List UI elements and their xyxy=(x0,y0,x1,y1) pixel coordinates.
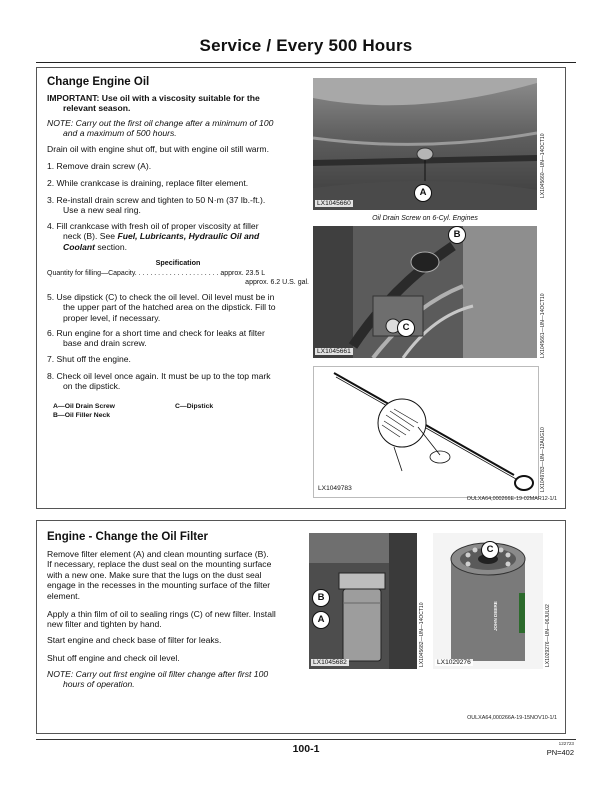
step-3-line-1: 3. Re-install drain screw and tighten to 50 N·m (37 lb.-ft.). xyxy=(47,195,266,205)
small-code: 122723 xyxy=(558,741,574,746)
step-6 xyxy=(47,328,309,349)
spec-capacity-gal: approx. 6.2 U.S. gal. xyxy=(245,279,309,286)
filter-note-line-2: hours of operation. xyxy=(63,679,135,690)
step-5-line-2: the upper part of the hatched area on the dipstick. Fill to xyxy=(63,302,276,313)
figure-side-code: LX1045682—UN—14OCT10 xyxy=(419,602,425,667)
filter-p1-line-3: with a new one. Make sure that the lugs on the dust seal xyxy=(47,569,262,580)
engine-filler-neck-illustration xyxy=(313,226,537,358)
filter-p2-line-2: new filter and tighten by hand. xyxy=(47,619,162,630)
figure-side-code: LX1029276—UN—06JUL02 xyxy=(545,604,551,667)
filter-p2-line-1: Apply a thin film of oil to sealing rings (C) of new filter. Install xyxy=(47,609,276,619)
note-line-1: NOTE: Carry out the first oil change after a minimum of 100 xyxy=(47,118,274,128)
callout-a: A xyxy=(312,611,330,629)
step-4-line-1: 4. Fill crankcase with fresh oil of proper viscosity at filler xyxy=(47,221,259,231)
filter-paragraph-2 xyxy=(47,609,309,630)
step-8 xyxy=(47,371,309,392)
important-line-1: IMPORTANT: Use oil with a viscosity suitable for the xyxy=(47,93,260,103)
oil-filter-mounted-photo xyxy=(309,533,417,669)
title-rule xyxy=(36,62,576,63)
filter-p1-line-2: If necessary, replace the dust seal on the mounting surface xyxy=(47,559,272,570)
document-code: OULXA64,000266A-19-15NOV10-1/1 xyxy=(467,715,557,721)
figure-id: LX1029276 xyxy=(437,659,471,666)
callout-c: C xyxy=(481,541,499,559)
figure-id: LX1049783 xyxy=(318,485,352,492)
footer-rule xyxy=(36,739,576,740)
figure-id: LX1045682 xyxy=(313,659,347,666)
step-4-line-3: section. xyxy=(94,241,127,252)
legend-a: A—Oil Drain Screw xyxy=(53,403,115,410)
step-8-line-2: on the dipstick. xyxy=(63,381,121,392)
oil-drain-screw-photo xyxy=(313,78,537,210)
filter-brand-label: JOHN DEERE xyxy=(493,601,498,631)
step-6-line-2: base and drain screw. xyxy=(63,338,147,349)
drain-intro: Drain oil with engine shut off, but with engine oil still warm. xyxy=(47,144,269,154)
step-2: 2. While crankcase is draining, replace filter element. xyxy=(47,178,249,188)
coolant-reference-link[interactable]: Coolant xyxy=(63,241,95,252)
step-4 xyxy=(47,221,309,252)
filter-paragraph-4: Shut off engine and check oil level. xyxy=(47,653,180,663)
filter-note-line-1: NOTE: Carry out first engine oil filter change after first 100 xyxy=(47,669,269,679)
spec-heading: Specification xyxy=(155,258,201,267)
callout-b: B xyxy=(312,589,330,607)
step-6-line-1: 6. Run engine for a short time and check for leaks at filter xyxy=(47,328,265,338)
filter-p1-line-1: Remove filter element (A) and clean mounting surface (B). xyxy=(47,549,269,559)
step-5-line-3: proper level, if necessary. xyxy=(63,312,161,323)
new-oil-filter-photo xyxy=(433,533,543,669)
figure-id: LX1045660 xyxy=(317,200,351,207)
figure-id: LX1045661 xyxy=(317,348,351,355)
pn-code: PN=402 xyxy=(546,748,574,757)
callout-b: B xyxy=(448,226,466,244)
step-4-line-2: neck (B). See xyxy=(63,231,118,242)
legend-c: C—Dipstick xyxy=(175,403,214,410)
callout-c: C xyxy=(397,319,415,337)
change-engine-oil-section xyxy=(36,67,566,509)
dipstick-drawing xyxy=(313,366,539,498)
important-notice xyxy=(47,93,309,114)
figure-side-code: LX1045660—UN—14OCT10 xyxy=(540,133,546,198)
filter-p1-line-5: element. xyxy=(47,590,80,601)
fuel-lubricants-reference-link[interactable]: Fuel, Lubricants, Hydraulic Oil and xyxy=(117,231,260,242)
filter-p1-line-4: engage in the recesses in the mounting surface of the filter xyxy=(47,580,271,591)
step-7: 7. Shut off the engine. xyxy=(47,354,131,364)
page-number: 100-1 xyxy=(292,743,320,755)
step-5-line-1: 5. Use dipstick (C) to check the oil level. Oil level must be in xyxy=(47,292,275,302)
change-oil-filter-section xyxy=(36,520,566,734)
figure-side-code: LX1049783—UN—12AUG10 xyxy=(540,427,546,492)
page-title: Service / Every 500 Hours xyxy=(199,36,413,55)
step-8-line-1: 8. Check oil level once again. It must be up to the top mark xyxy=(47,371,271,381)
legend-left xyxy=(53,402,115,420)
note-line-2: and a maximum of 500 hours. xyxy=(63,128,177,139)
important-line-2: relevant season. xyxy=(63,103,131,114)
step-5 xyxy=(47,292,309,323)
section-heading: Change Engine Oil xyxy=(47,76,150,88)
filter-paragraph-1 xyxy=(47,549,309,601)
legend-b: B—Oil Filler Neck xyxy=(53,412,111,419)
filter-note xyxy=(47,669,309,690)
document-code: OULXA64,000266E-19-02MAR12-1/1 xyxy=(466,496,557,502)
figure-side-code: LX1045661—UN—14OCT10 xyxy=(540,293,546,358)
filter-paragraph-3: Start engine and check base of filter for leaks. xyxy=(47,635,222,645)
engine-filler-neck-photo xyxy=(313,226,537,358)
callout-a: A xyxy=(414,184,432,202)
step-3-line-2: Use a new seal ring. xyxy=(63,205,141,216)
spec-capacity: Quantity for filling—Capacity. . . . . . . . . . . . . . . . . . . . . . approx. 23.5 L xyxy=(47,270,266,277)
section-heading: Engine - Change the Oil Filter xyxy=(47,531,209,543)
step-1: 1. Remove drain screw (A). xyxy=(47,161,152,171)
figure-caption: Oil Drain Screw on 6-Cyl. Engines xyxy=(372,215,478,222)
dipstick-illustration xyxy=(314,367,538,497)
step-3 xyxy=(47,195,309,216)
note-first-oil-change xyxy=(47,118,309,139)
